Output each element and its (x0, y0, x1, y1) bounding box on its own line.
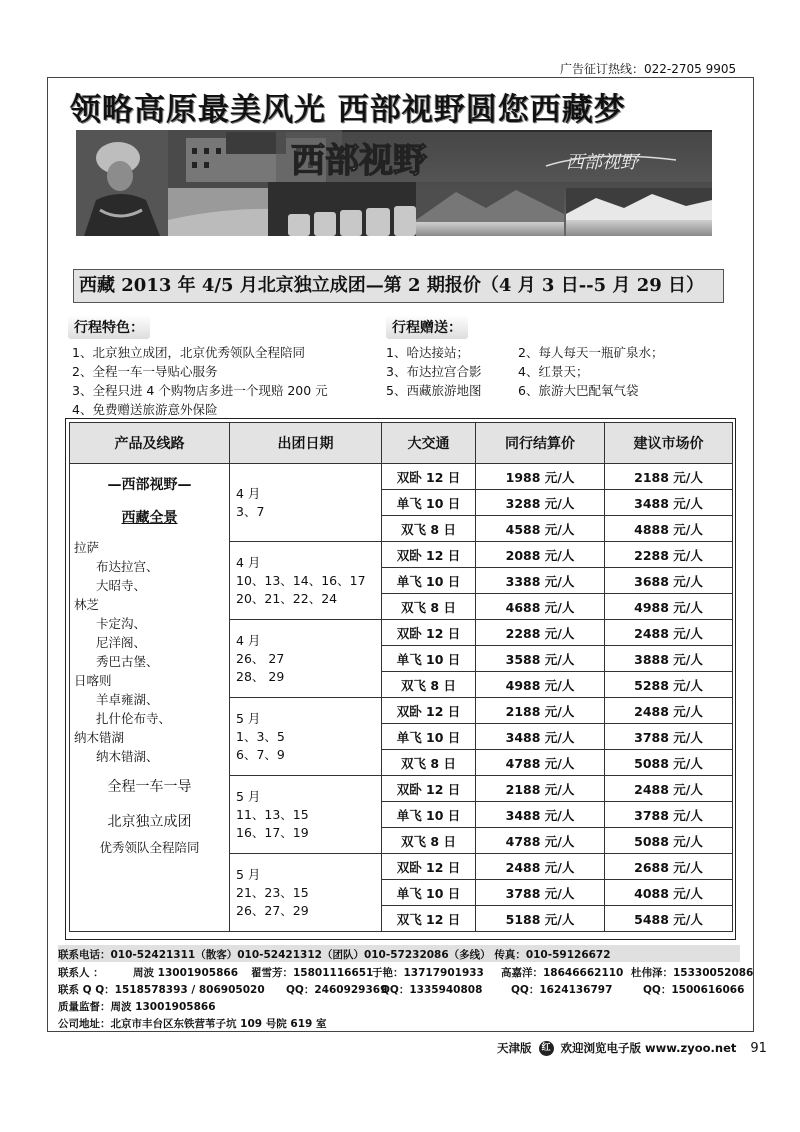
price-period-bar: 西藏 2013 年 4/5 月北京独立成团—第 2 期报价（4 月 3 日--5 月 29 日） (73, 269, 724, 303)
trade-price-cell: 4588 元/人 (476, 516, 605, 542)
trade-price-cell: 4988 元/人 (476, 672, 605, 698)
route-stop: 纳木错湖、 (96, 749, 159, 764)
route-description (70, 464, 230, 932)
route-note: 北京独立成团 (107, 814, 192, 830)
departure-dates (230, 854, 382, 932)
departure-days: 16、17、19 (236, 824, 309, 840)
departure-days: 6、7、9 (236, 746, 285, 762)
trade-price-cell: 2288 元/人 (476, 620, 605, 646)
trade-price-cell: 2488 元/人 (476, 854, 605, 880)
route-stop: 林芝 (74, 597, 100, 612)
contact-people-label: 联系人 ： (58, 967, 104, 979)
market-price-cell: 3688 元/人 (605, 568, 733, 594)
transport-cell: 双飞 8 日 (382, 516, 476, 542)
departure-dates (230, 698, 382, 776)
departure-month: 5 月 (236, 710, 261, 726)
col-header-transport: 大交通 (382, 423, 476, 464)
route-title: —西部视野— (107, 477, 192, 493)
departure-dates (230, 620, 382, 698)
contact-qq: QQ：1624136797 (511, 984, 613, 996)
transport-cell: 双卧 12 日 (382, 620, 476, 646)
page-footer (497, 1040, 767, 1056)
contact-address: 公司地址：北京市丰台区东铁营苇子坑 109 号院 619 室 (58, 1018, 327, 1030)
route-stop: 秀巴古堡、 (96, 654, 159, 669)
contact-block (58, 945, 753, 1030)
transport-cell: 双卧 12 日 (382, 464, 476, 490)
contact-person: 翟雪芳：15801116651 (251, 967, 374, 979)
transport-cell: 双卧 12 日 (382, 698, 476, 724)
banner-image (76, 130, 712, 236)
transport-cell: 单飞 10 日 (382, 724, 476, 750)
route-stop: 卡定沟、 (96, 616, 147, 631)
gift-item: 2、每人每天一瓶矿泉水； (518, 345, 664, 360)
trade-price-cell: 3488 元/人 (476, 802, 605, 828)
contact-person: 杜伟泽：15330052086 (631, 967, 754, 979)
route-stop: 布达拉宫、 (96, 559, 159, 574)
departure-month: 5 月 (236, 866, 261, 882)
departure-month: 4 月 (236, 554, 261, 570)
market-price-cell: 2488 元/人 (605, 698, 733, 724)
transport-cell: 双飞 8 日 (382, 828, 476, 854)
trade-price-cell: 3588 元/人 (476, 646, 605, 672)
market-price-cell: 5288 元/人 (605, 672, 733, 698)
departure-days: 21、23、15 (236, 884, 309, 900)
route-note: 优秀领队全程陪同 (99, 840, 200, 855)
trade-price-cell: 3388 元/人 (476, 568, 605, 594)
col-header-date: 出团日期 (230, 423, 382, 464)
departure-days: 11、13、15 (236, 806, 309, 822)
market-price-cell: 2188 元/人 (605, 464, 733, 490)
col-header-route: 产品及线路 (70, 423, 230, 464)
market-price-cell: 2488 元/人 (605, 776, 733, 802)
transport-cell: 双卧 12 日 (382, 542, 476, 568)
trade-price-cell: 2188 元/人 (476, 698, 605, 724)
trade-price-cell: 2188 元/人 (476, 776, 605, 802)
market-price-cell: 5088 元/人 (605, 828, 733, 854)
route-subtitle: 西藏全景 (121, 510, 178, 526)
snow-mountain-photo (566, 188, 712, 236)
route-stop: 拉萨 (74, 540, 100, 555)
trade-price-cell: 2088 元/人 (476, 542, 605, 568)
market-price-cell: 3788 元/人 (605, 802, 733, 828)
transport-cell: 单飞 10 日 (382, 646, 476, 672)
trade-price-cell: 3288 元/人 (476, 490, 605, 516)
market-price-cell: 2488 元/人 (605, 620, 733, 646)
departure-month: 4 月 (236, 632, 261, 648)
feature-item: 3、全程只进 4 个购物店多进一个现赔 200 元 (72, 383, 328, 398)
feature-item: 2、全程一车一导贴心服务 (72, 364, 218, 379)
banner-signature: 西部视野 (566, 152, 638, 173)
gifts-col-1 (386, 343, 481, 400)
transport-cell: 双飞 8 日 (382, 672, 476, 698)
market-price-cell: 4088 元/人 (605, 880, 733, 906)
feature-item: 4、免费赠送旅游意外保险 (72, 402, 218, 417)
route-stop: 尼洋阁、 (96, 635, 147, 650)
market-price-cell: 4888 元/人 (605, 516, 733, 542)
route-note: 全程一车一导 (107, 779, 192, 795)
col-header-trade-price: 同行结算价 (476, 423, 605, 464)
departure-month: 5 月 (236, 788, 261, 804)
contact-qq: QQ：1335940808 (381, 984, 483, 996)
trade-price-cell: 1988 元/人 (476, 464, 605, 490)
gift-item: 3、布达拉宫合影 (386, 364, 482, 379)
woman-photo (76, 130, 168, 236)
gifts-title: 行程赠送： (386, 315, 468, 339)
table-row (70, 464, 733, 490)
contact-qq: QQ：1500616066 (643, 984, 745, 996)
magazine-logo-icon: 红 (539, 1041, 554, 1056)
departure-dates (230, 776, 382, 854)
market-price-cell: 3888 元/人 (605, 646, 733, 672)
contact-supervision: 质量监督：周波 13001905866 (58, 1001, 216, 1013)
market-price-cell: 2288 元/人 (605, 542, 733, 568)
departure-dates (230, 542, 382, 620)
departure-days: 26、 27 (236, 650, 285, 666)
page-number: 91 (750, 1041, 767, 1056)
features-title: 行程特色： (68, 315, 150, 339)
footer-text: 欢迎浏览电子版 www.zyoo.net (560, 1041, 737, 1055)
price-table (69, 422, 733, 932)
gift-item: 4、红景天； (518, 364, 589, 379)
contact-qq: QQ：2460929369 (286, 984, 388, 996)
route-stop: 扎什伦布寺、 (96, 711, 172, 726)
features-list (72, 343, 328, 419)
contact-person: 于艳：13717901933 (372, 967, 484, 979)
departure-days: 1、3、5 (236, 728, 285, 744)
contact-person: 高嘉洋：18646662110 (501, 967, 624, 979)
price-table-frame (65, 418, 736, 940)
transport-cell: 双卧 12 日 (382, 854, 476, 880)
route-stop: 日喀则 (74, 673, 112, 688)
gift-item: 1、哈达接站； (386, 345, 469, 360)
headline: 领略高原最美风光 西部视野圆您西藏梦 (70, 92, 626, 128)
ad-hotline: 广告征订热线：022-2705 9905 (560, 62, 737, 76)
col-header-market-price: 建议市场价 (605, 423, 733, 464)
contact-qq-label: 联系 Q Q：1518578393 / 806905020 (58, 984, 265, 996)
trade-price-cell: 3488 元/人 (476, 724, 605, 750)
footer-edition: 天津版 (497, 1041, 532, 1055)
prayer-wheels-photo (268, 182, 416, 236)
route-stop: 羊卓雍湖、 (96, 692, 159, 707)
market-price-cell: 5088 元/人 (605, 750, 733, 776)
market-price-cell: 5488 元/人 (605, 906, 733, 932)
contact-person: 周波 13001905866 (133, 967, 239, 979)
table-header-row (70, 423, 733, 464)
transport-cell: 双飞 12 日 (382, 906, 476, 932)
trade-price-cell: 5188 元/人 (476, 906, 605, 932)
market-price-cell: 2688 元/人 (605, 854, 733, 880)
trade-price-cell: 4688 元/人 (476, 594, 605, 620)
departure-dates (230, 464, 382, 542)
feature-item: 1、北京独立成团，北京优秀领队全程陪同 (72, 345, 305, 360)
transport-cell: 双飞 8 日 (382, 594, 476, 620)
market-price-cell: 3488 元/人 (605, 490, 733, 516)
transport-cell: 双卧 12 日 (382, 776, 476, 802)
banner-title: 西部视野 (291, 141, 427, 181)
transport-cell: 单飞 10 日 (382, 490, 476, 516)
gift-item: 5、西藏旅游地图 (386, 383, 482, 398)
contact-phone: 联系电话：010-52421311（散客）010-52421312（团队）010-57232086（多线） 传真：010-59126672 (58, 949, 611, 961)
trade-price-cell: 4788 元/人 (476, 750, 605, 776)
departure-days: 20、21、22、24 (236, 590, 338, 606)
departure-month: 4 月 (236, 485, 261, 501)
departure-days: 10、13、14、16、17 (236, 572, 366, 588)
trade-price-cell: 4788 元/人 (476, 828, 605, 854)
transport-cell: 单飞 10 日 (382, 880, 476, 906)
route-stop: 大昭寺、 (96, 578, 147, 593)
departure-days: 26、27、29 (236, 902, 309, 918)
mountain-lake-photo (416, 188, 564, 236)
trade-price-cell: 3788 元/人 (476, 880, 605, 906)
transport-cell: 单飞 10 日 (382, 802, 476, 828)
gifts-col-2 (518, 343, 663, 400)
market-price-cell: 3788 元/人 (605, 724, 733, 750)
route-stop: 纳木错湖 (74, 730, 125, 745)
departure-days: 28、 29 (236, 668, 285, 684)
departure-days: 3、7 (236, 503, 265, 519)
transport-cell: 单飞 10 日 (382, 568, 476, 594)
transport-cell: 双飞 8 日 (382, 750, 476, 776)
gift-item: 6、旅游大巴配氧气袋 (518, 383, 639, 398)
market-price-cell: 4988 元/人 (605, 594, 733, 620)
